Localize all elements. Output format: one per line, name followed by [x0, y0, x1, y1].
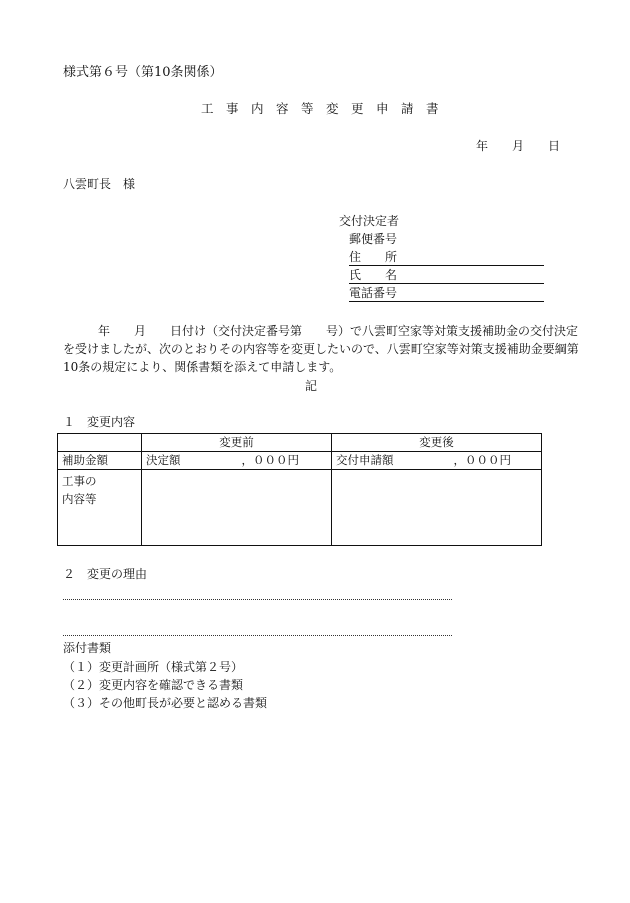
- name-field: [349, 267, 544, 284]
- phone-label: 電話番号: [349, 286, 398, 300]
- before-content-cell: [142, 470, 332, 546]
- attachment-item: （１）変更計画所（様式第２号）: [63, 660, 244, 674]
- body-line-1: 年 月 日付け（交付決定番号第 号）で八雲町空家等対策支援補助金の交付決定: [98, 324, 579, 338]
- content-label-line-1: 工事の: [62, 474, 97, 488]
- after-amount-cell: [332, 452, 542, 470]
- table-corner-cell: [58, 434, 142, 452]
- attachments-heading: 添付書類: [63, 641, 112, 655]
- col-after-header: 変更後: [332, 434, 542, 452]
- content-row: [58, 470, 542, 546]
- name-label: 氏 名: [349, 268, 398, 282]
- document-title: 工 事 内 容 等 変 更 申 請 書: [201, 101, 439, 116]
- phone-field: [349, 285, 544, 302]
- reason-dotted-line-1: [63, 599, 452, 600]
- before-amount-suffix: ，０００円: [241, 453, 299, 467]
- body-line-2: を受けましたが、次のとおりその内容等を変更したいので、八雲町空家等対策支援補助金要綱第: [63, 342, 579, 356]
- change-details-table: [57, 433, 542, 546]
- date-line: 年 月 日: [476, 139, 561, 153]
- reason-dotted-line-2: [63, 635, 452, 636]
- ki-mark: 記: [305, 379, 318, 393]
- before-amount-cell: [142, 452, 332, 470]
- applicant-heading: 交付決定者: [339, 214, 400, 228]
- address-field: [349, 249, 544, 266]
- form-number: 様式第６号（第10条関係）: [63, 65, 223, 80]
- content-label-line-2: 内容等: [62, 492, 97, 506]
- attachment-item: （３）その他町長が必要と認める書類: [63, 696, 268, 710]
- after-amount-suffix: ，０００円: [453, 453, 511, 467]
- postal-code-label: 郵便番号: [349, 232, 398, 246]
- attachment-item: （２）変更内容を確認できる書類: [63, 678, 244, 692]
- content-row-label: [58, 470, 142, 546]
- after-amount-label: 交付申請額: [336, 453, 394, 467]
- section-2-heading: ２ 変更の理由: [63, 567, 148, 581]
- after-content-cell: [332, 470, 542, 546]
- addressee: 八雲町長 様: [63, 177, 136, 191]
- col-before-header: 変更前: [142, 434, 332, 452]
- amount-row-label: 補助金額: [58, 452, 142, 470]
- table-header-row: [58, 434, 542, 452]
- before-amount-label: 決定額: [146, 453, 181, 467]
- section-1-heading: １ 変更内容: [63, 415, 136, 429]
- amount-row: [58, 452, 542, 470]
- address-label: 住 所: [349, 250, 398, 264]
- body-line-3: 10条の規定により、関係書類を添えて申請します。: [63, 360, 342, 374]
